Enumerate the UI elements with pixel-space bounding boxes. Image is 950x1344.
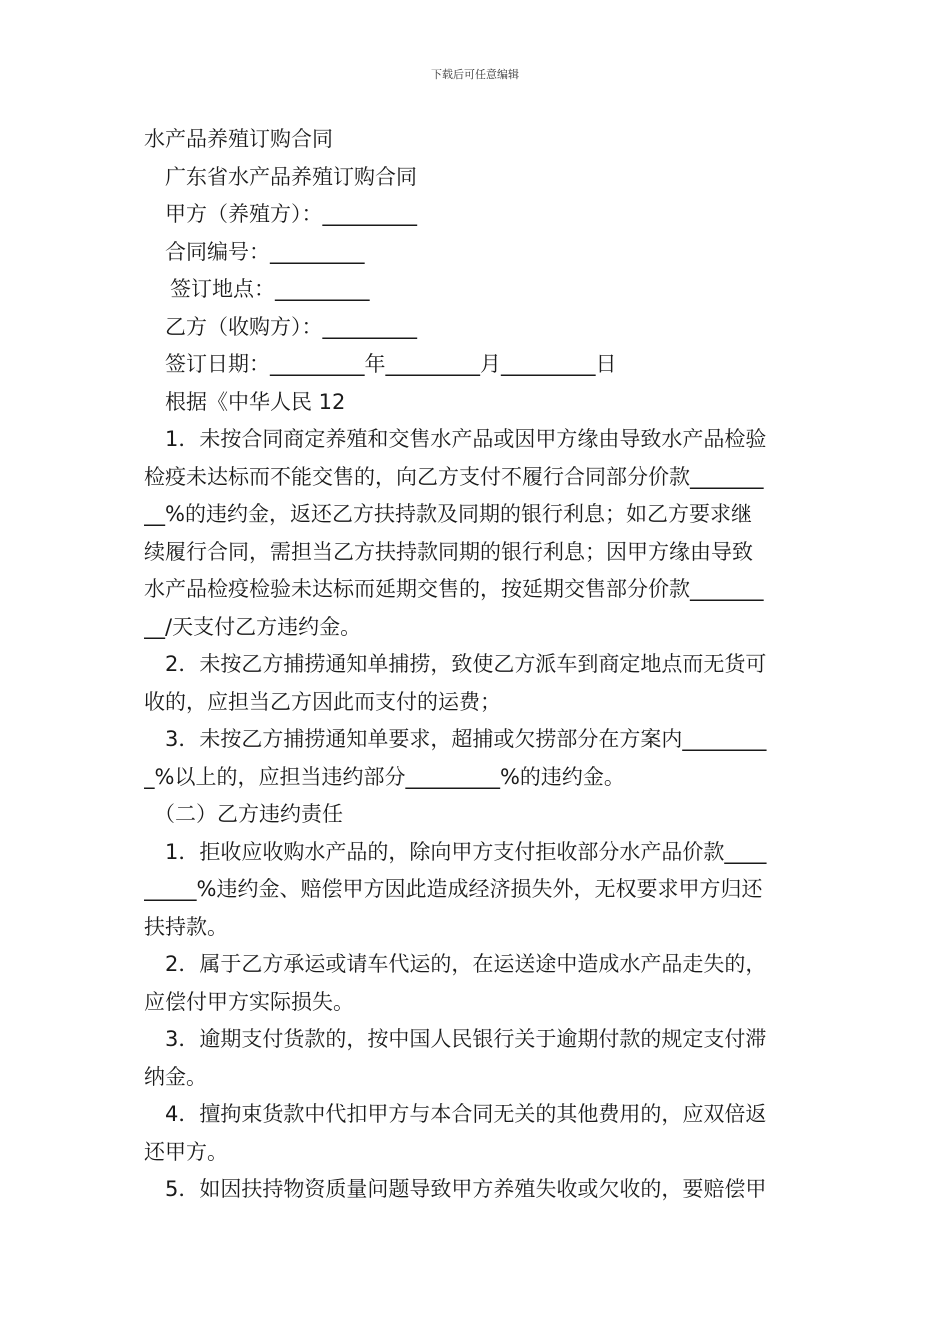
clause-line: 4．擅拘束货款中代扣甲方与本合同无关的其他费用的，应双倍返 xyxy=(165,1102,767,1126)
sign-date-field: 签订日期：_________年_________月_________日 xyxy=(165,352,617,376)
clause-line: 续履行合同，需担当乙方扶持款同期的银行利息；因甲方缘由导致 xyxy=(144,539,753,564)
page-header-note: 下载后可任意编辑 xyxy=(431,68,519,81)
contract-subtitle: 广东省水产品养殖订购合同 xyxy=(165,164,417,189)
clause-line: 2．属于乙方承运或请车代运的，在运送途中造成水产品走失的， xyxy=(165,952,767,976)
clause-b-1 xyxy=(144,834,808,947)
contract-number-field: 合同编号：_________ xyxy=(165,239,365,264)
clause-line: 应偿付甲方实际损失。 xyxy=(144,989,354,1014)
clause-line: 纳金。 xyxy=(144,1064,207,1089)
clause-line: 3．逾期支付货款的，按中国人民银行关于逾期付款的规定支付滞 xyxy=(165,1027,767,1051)
clause-line: 水产品检疫检验未达标而延期交售的，按延期交售部分价款_______ xyxy=(144,577,764,601)
clause-line: __%的违约金，返还乙方扶持款及同期的银行利息；如乙方要求继 xyxy=(144,502,752,526)
sign-place-field: 签订地点：_________ xyxy=(170,277,370,301)
clause-b-3 xyxy=(144,1021,808,1096)
section-b-heading: （二）乙方违约责任 xyxy=(154,802,343,826)
party-a-liability-clauses xyxy=(144,421,808,796)
clause-line: 1．未按合同商定养殖和交售水产品或因甲方缘由导致水产品检验 xyxy=(165,427,767,451)
party-a-field: 甲方（养殖方）：_________ xyxy=(165,202,417,226)
clause-b-5 xyxy=(144,1171,808,1209)
clause-line: 扶持款。 xyxy=(144,914,228,939)
contract-document xyxy=(144,121,808,1209)
clause-line: 检疫未达标而不能交售的，向乙方支付不履行合同部分价款_______ xyxy=(144,464,764,489)
clause-a-2 xyxy=(144,646,808,721)
party-b-liability-clauses xyxy=(144,834,808,1209)
clause-a-1 xyxy=(144,421,808,646)
clause-line: 1．拒收应收购水产品的，除向甲方支付拒收部分水产品价款____ xyxy=(165,839,767,864)
clause-line: 还甲方。 xyxy=(144,1139,228,1164)
clause-line: _%以上的，应担当违约部分_________%的违约金。 xyxy=(144,764,625,789)
clause-line: 5．如因扶持物资质量问题导致甲方养殖失收或欠收的，要赔偿甲 xyxy=(165,1177,767,1201)
basis-paragraph: 根据《中华人民 12 xyxy=(165,389,346,414)
clause-line: 3．未按乙方捕捞通知单要求，超捕或欠捞部分在方案内________ xyxy=(165,727,767,751)
clause-a-3 xyxy=(144,721,808,796)
clause-b-4 xyxy=(144,1096,808,1171)
contract-title: 水产品养殖订购合同 xyxy=(144,127,333,151)
clause-line: __/天支付乙方违约金。 xyxy=(144,614,362,639)
clause-b-2 xyxy=(144,946,808,1021)
party-b-field: 乙方（收购方）：_________ xyxy=(165,314,417,339)
clause-line: 收的，应担当乙方因此而支付的运费； xyxy=(144,689,501,714)
clause-line: 2．未按乙方捕捞通知单捕捞，致使乙方派车到商定地点而无货可 xyxy=(165,652,767,676)
clause-line: _____%违约金、赔偿甲方因此造成经济损失外，无权要求甲方归还 xyxy=(144,877,763,901)
